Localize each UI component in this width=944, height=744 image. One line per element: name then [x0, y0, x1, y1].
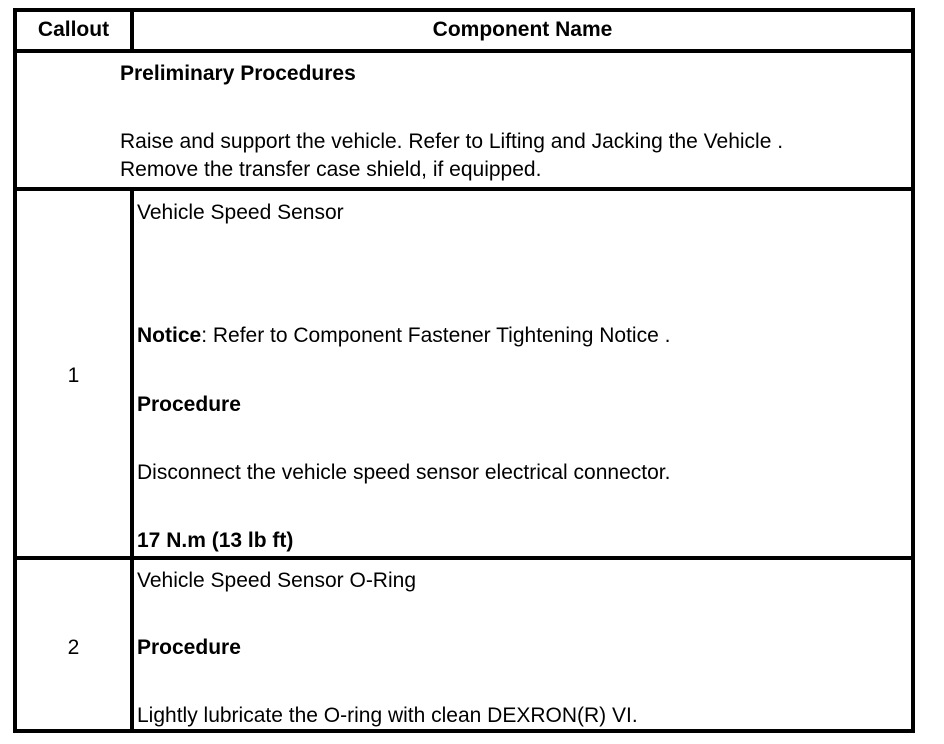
notice-label: Notice — [137, 324, 202, 347]
preliminary-step-1: Raise and support the vehicle. Refer to Lifting and Jacking the Vehicle . — [120, 130, 784, 153]
preliminary-title: Preliminary Procedures — [120, 62, 356, 85]
row-2-component-name: Vehicle Speed Sensor O-Ring — [137, 569, 416, 592]
header-component-name: Component Name — [432, 18, 613, 41]
column-divider-rows — [130, 191, 134, 729]
preliminary-divider — [17, 187, 911, 191]
header-callout: Callout — [37, 18, 110, 41]
row-2-callout: 2 — [67, 636, 80, 659]
preliminary-step-2: Remove the transfer case shield, if equipped. — [120, 158, 542, 181]
row-2-procedure-label: Procedure — [137, 636, 241, 659]
notice-text: : Refer to Component Fastener Tightening Notice . — [201, 324, 671, 347]
row-1-component-name: Vehicle Speed Sensor — [137, 201, 344, 224]
row-1-procedure-text: Disconnect the vehicle speed sensor electrical connector. — [137, 461, 671, 484]
header-divider — [17, 49, 911, 53]
row-2-procedure-text: Lightly lubricate the O-ring with clean DEXRON(R) VI. — [137, 704, 638, 727]
callout-table — [13, 8, 915, 733]
row-1-notice — [137, 322, 670, 350]
row-1-divider — [17, 556, 911, 560]
row-1-torque-spec: 17 N.m (13 lb ft) — [137, 529, 294, 552]
row-1-procedure-label: Procedure — [137, 393, 241, 416]
row-1-callout: 1 — [67, 364, 80, 387]
